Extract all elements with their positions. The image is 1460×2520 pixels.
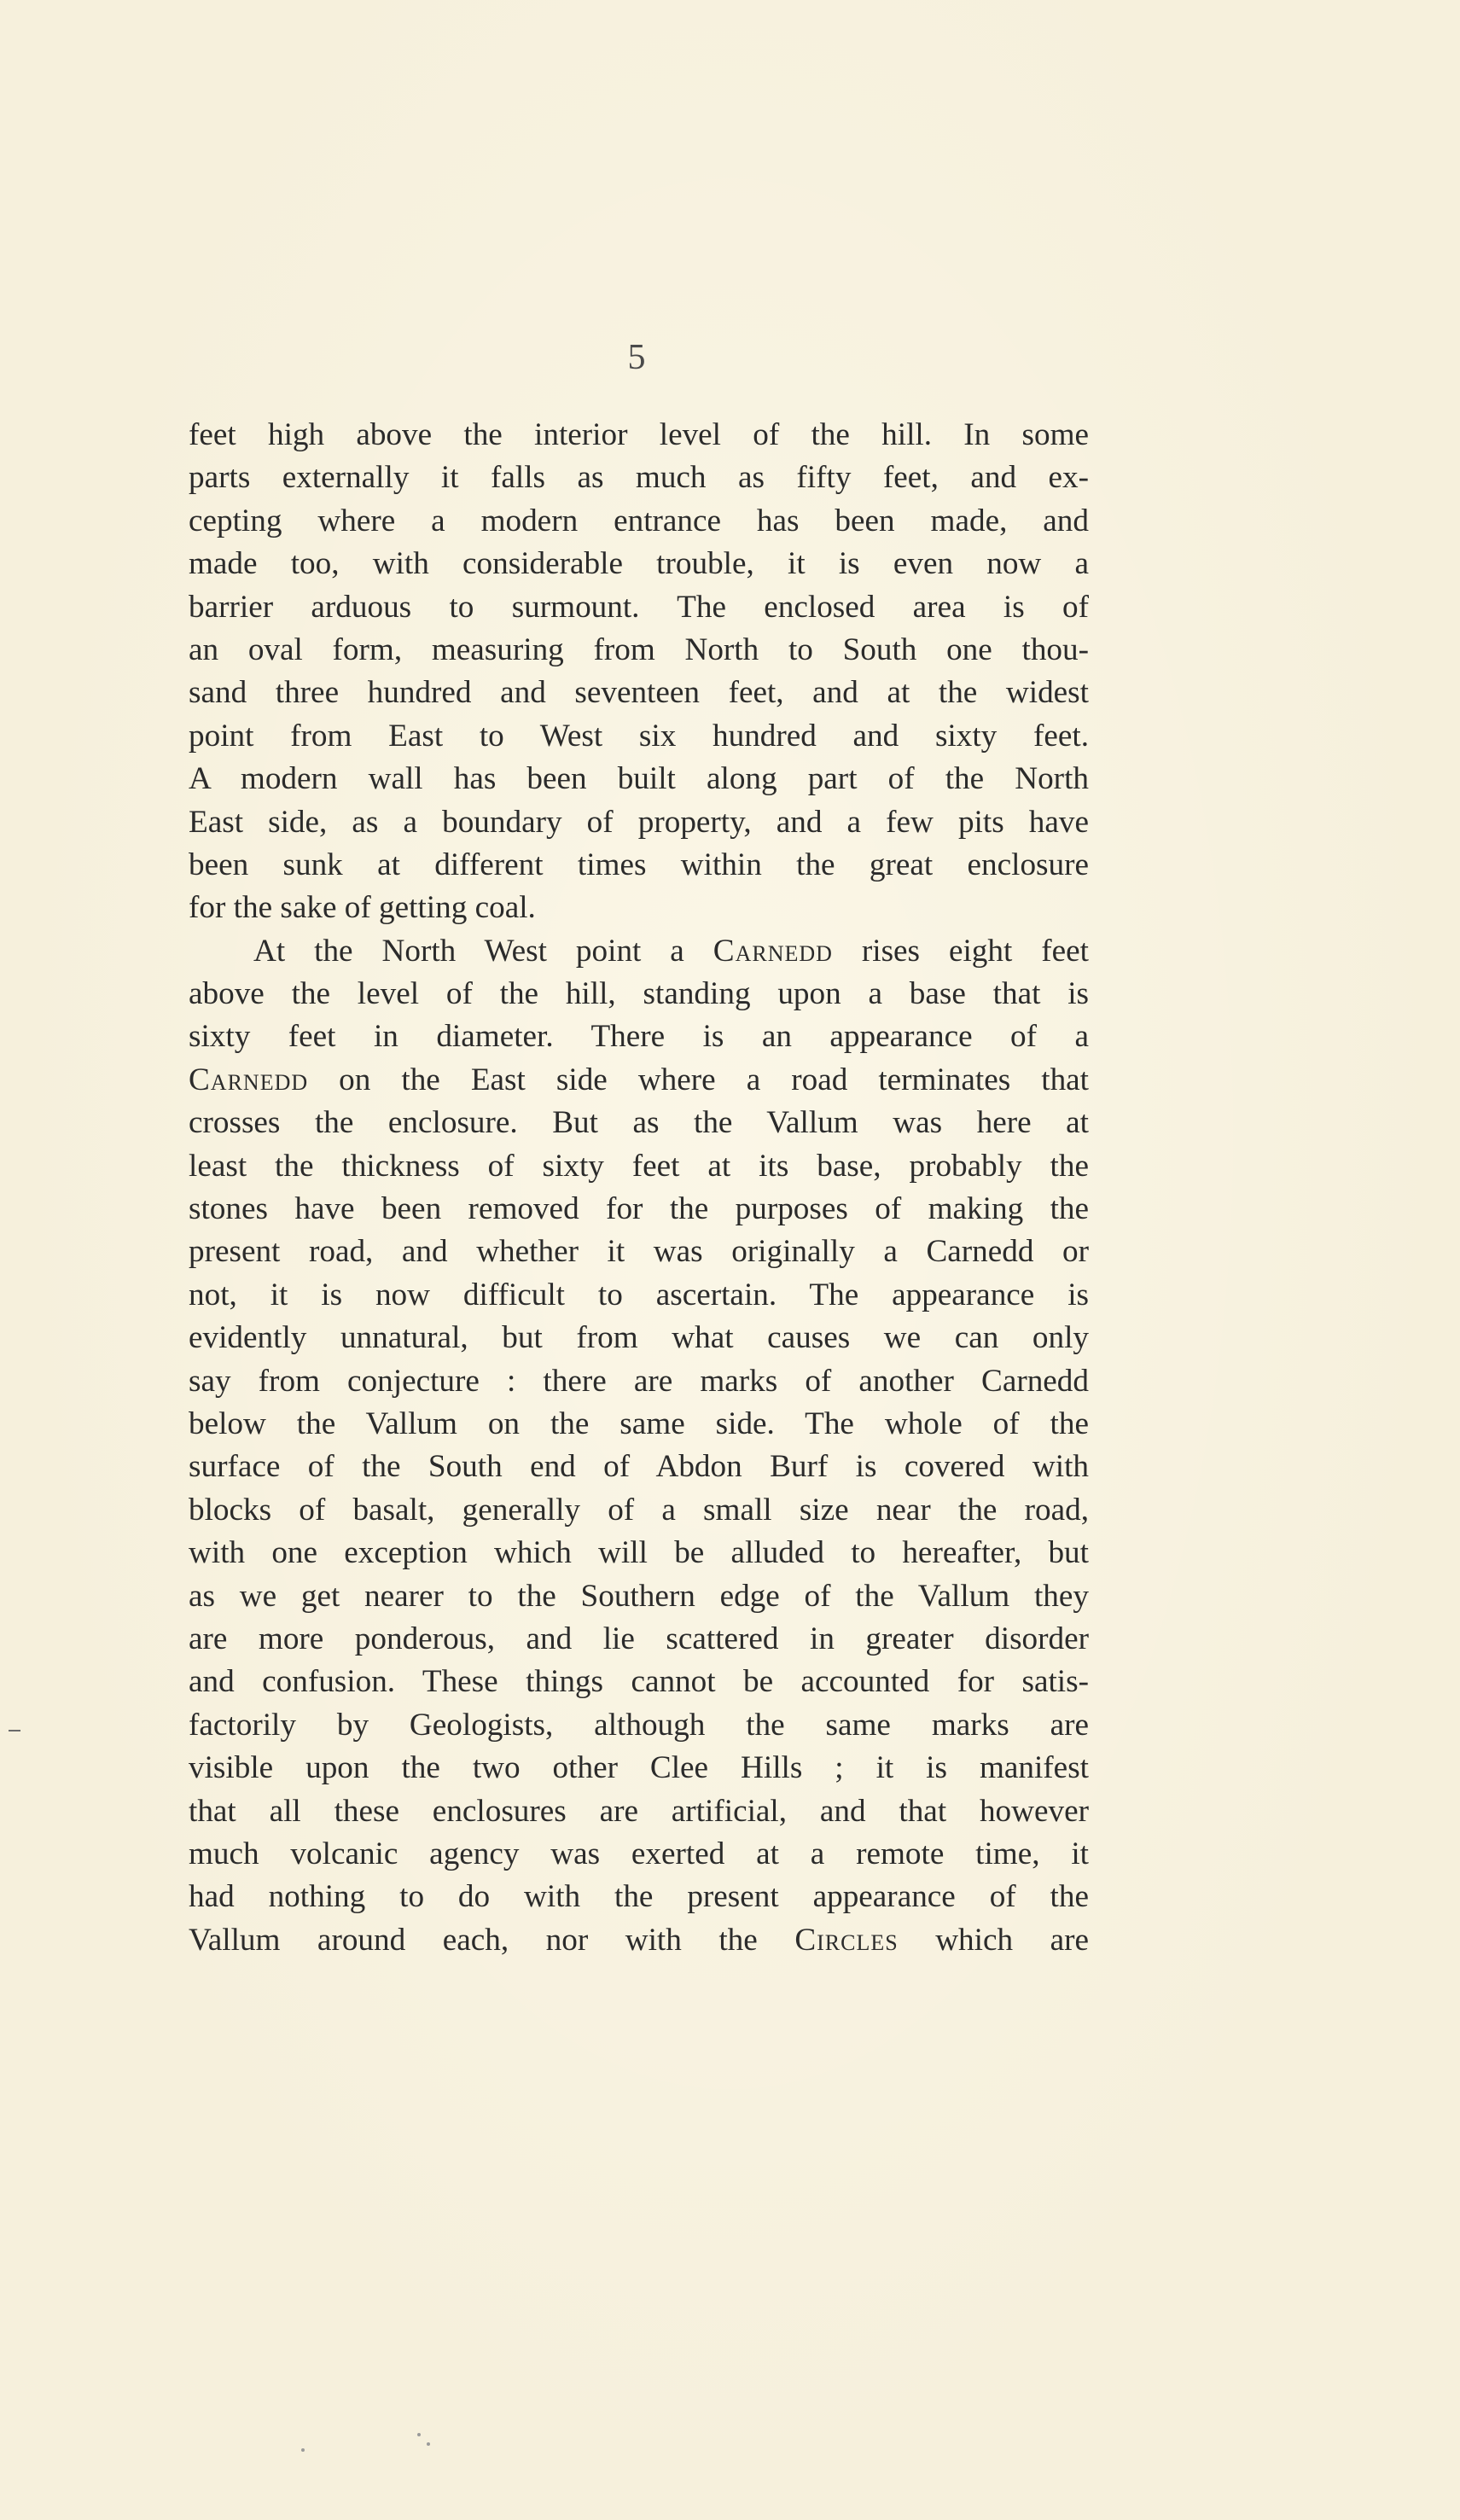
text-run: are more ponderous, and lie scattered in greater disorder (189, 1621, 1089, 1656)
text-line (189, 543, 1089, 585)
text-line (189, 1317, 1089, 1359)
small-caps-term: Carnedd (713, 933, 833, 969)
text-run: not, it is now difficult to ascertain. The appearance is (189, 1277, 1089, 1312)
body-text (189, 414, 1089, 1962)
text-run: sand three hundred and seventeen feet, and at the widest (189, 675, 1089, 711)
small-caps-term: Circles (794, 1922, 899, 1958)
text-line (189, 887, 1089, 929)
text-run: feet high above the interior level of the hill. In some (189, 417, 1089, 452)
text-line (189, 930, 1089, 973)
text-line (189, 629, 1089, 672)
margin-dash-mark (9, 1730, 20, 1731)
text-run: which are (898, 1922, 1089, 1958)
text-run: had nothing to do with the present appearance of the (189, 1879, 1089, 1915)
text-run: blocks of basalt, generally of a small size near the road, (189, 1492, 1089, 1528)
text-run: sixty feet in diameter. There is an appearance of a (189, 1019, 1089, 1055)
text-run: stones have been removed for the purposes of making the (189, 1191, 1089, 1227)
text-line (189, 1661, 1089, 1703)
text-line (189, 1102, 1089, 1144)
text-run: made too, with considerable trouble, it is even now a (189, 546, 1089, 582)
text-line (189, 801, 1089, 844)
text-line (189, 1360, 1089, 1403)
text-run: surface of the South end of Abdon Burf is covered with (189, 1449, 1089, 1485)
text-run: present road, and whether it was originally a Carnedd or (189, 1234, 1089, 1270)
paper-speck (417, 2433, 421, 2436)
text-run: rises eight feet (832, 933, 1089, 969)
text-line (189, 414, 1089, 457)
text-run: for the sake of getting coal. (189, 890, 536, 926)
text-run: East side, as a boundary of property, and a few pits have (189, 804, 1089, 840)
text-run: an oval form, measuring from North to South one thou- (189, 631, 1089, 667)
text-line (189, 1876, 1089, 1918)
text-line (189, 1704, 1089, 1747)
text-line (189, 1403, 1089, 1446)
text-run: evidently unnatural, but from what causes we can only (189, 1320, 1089, 1356)
page-number: 5 (627, 338, 646, 377)
small-caps-term: Carnedd (189, 1062, 309, 1097)
text-run: below the Vallum on the same side. The whole of the (189, 1405, 1089, 1441)
text-line (189, 1274, 1089, 1317)
text-run: cepting where a modern entrance has been made, and (189, 503, 1089, 538)
text-line (189, 1231, 1089, 1273)
text-run: as we get nearer to the Southern edge of the Vallum they (189, 1578, 1089, 1614)
text-run: A modern wall has been built along part of the North (189, 761, 1089, 797)
text-line (189, 1919, 1089, 1962)
text-line (189, 500, 1089, 543)
text-run: At the North West point a (253, 933, 713, 969)
text-run: that all these enclosures are artificial, and that however (189, 1793, 1089, 1829)
text-run: been sunk at different times within the great enclosure (189, 847, 1089, 882)
text-run: point from East to West six hundred and sixty feet. (189, 718, 1089, 754)
text-run: factorily by Geologists, although the same marks are (189, 1707, 1089, 1743)
text-line (189, 1016, 1089, 1058)
text-line (189, 672, 1089, 714)
text-line (189, 1833, 1089, 1876)
text-run: above the level of the hill, standing upon a base that is (189, 976, 1089, 1012)
text-line (189, 1575, 1089, 1618)
text-line (189, 457, 1089, 499)
text-run: Vallum around each, nor with the (189, 1922, 795, 1958)
text-run: on the East side where a road terminates that (308, 1062, 1089, 1097)
text-line (189, 1532, 1089, 1574)
text-run: and confusion. These things cannot be accounted for satis- (189, 1664, 1089, 1700)
text-line (189, 973, 1089, 1016)
text-line (189, 1059, 1089, 1102)
text-line (189, 1618, 1089, 1661)
text-run: parts externally it falls as much as fifty feet, and ex- (189, 460, 1089, 496)
text-run: least the thickness of sixty feet at its base, probably the (189, 1148, 1089, 1184)
text-run: with one exception which will be alluded to hereafter, but (189, 1535, 1089, 1571)
text-line (189, 1489, 1089, 1532)
text-line (189, 1747, 1089, 1790)
text-line (189, 1145, 1089, 1188)
text-line (189, 1188, 1089, 1231)
text-line (189, 586, 1089, 629)
text-run: barrier arduous to surmount. The enclosed area is of (189, 589, 1089, 625)
paper-speck (301, 2448, 305, 2452)
paper-speck (427, 2442, 430, 2446)
text-line (189, 1446, 1089, 1488)
text-line (189, 1790, 1089, 1833)
text-run: visible upon the two other Clee Hills ; it is manifest (189, 1750, 1089, 1786)
text-line (189, 715, 1089, 758)
text-line (189, 758, 1089, 800)
text-run: much volcanic agency was exerted at a remote time, it (189, 1836, 1089, 1871)
text-run: crosses the enclosure. But as the Vallum was here at (189, 1105, 1089, 1141)
text-line (189, 844, 1089, 887)
text-run: say from conjecture : there are marks of another Carnedd (189, 1363, 1089, 1399)
